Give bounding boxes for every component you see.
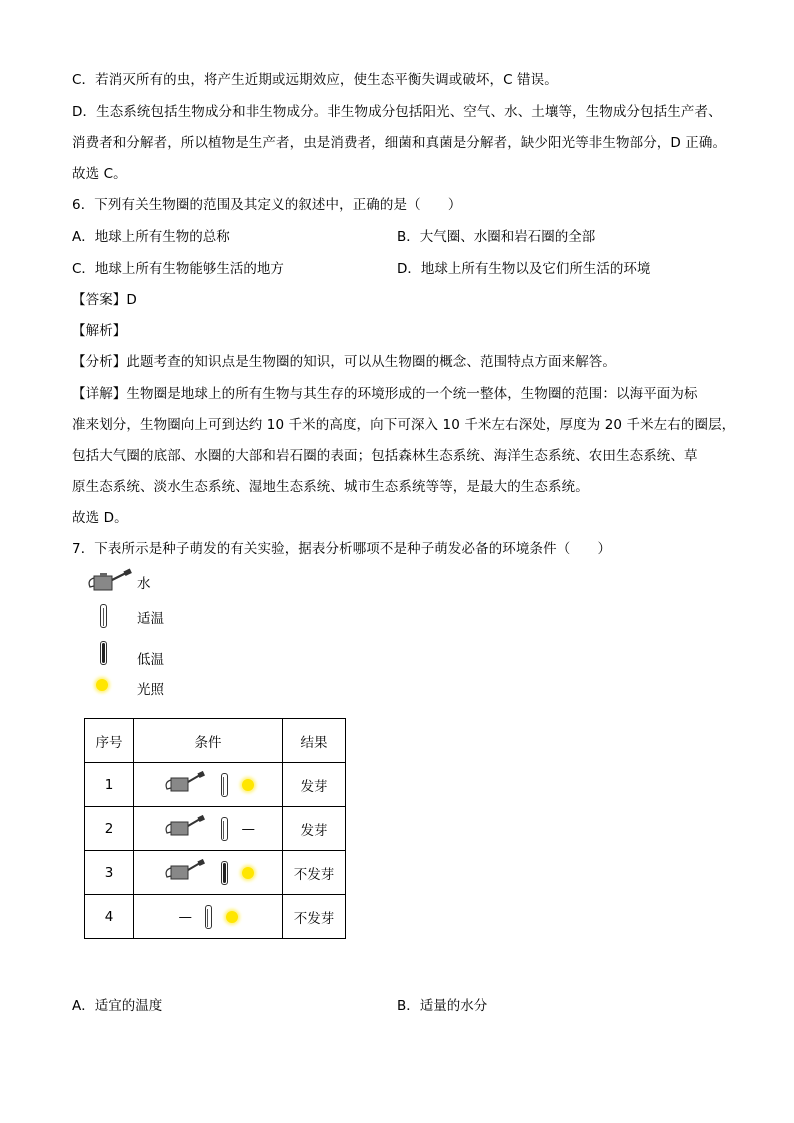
row-result: 发芽 [283, 763, 346, 807]
detail-line1: 【详解】生物圈是地球上的所有生物与其生存的环境形成的一个统一整体，生物圈的范围：以海平面为标 [72, 386, 698, 402]
legend-suitable-temp-label: 适温 [137, 611, 164, 627]
watering-can-icon [163, 771, 207, 799]
legend-water-icon [86, 568, 134, 594]
question-7: 7．下表所示是种子萌发的有关实验，据表分析哪项不是种子萌发必备的环境条件（ ） [72, 541, 612, 557]
q6-option-c: C．地球上所有生物能够生活的地方 [72, 261, 284, 277]
analysis-heading: 【解析】 [72, 323, 127, 339]
light-icon [242, 779, 254, 791]
choose-d: 故选 D。 [72, 510, 128, 526]
legend-light-icon [96, 672, 108, 698]
row-condition [134, 807, 283, 851]
q7-option-b: B．适量的水分 [397, 998, 488, 1014]
q7-option-a: A．适宜的温度 [72, 998, 163, 1014]
experiment-table [84, 718, 346, 939]
light-icon [242, 867, 254, 879]
detail-line3: 包括大气圈的底部、水圈的大部和岩石圈的表面；包括森林生态系统、海洋生态系统、农田生态系统、草 [72, 448, 698, 464]
light-icon [226, 911, 238, 923]
q6-option-d: D．地球上所有生物以及它们所生活的环境 [397, 261, 651, 277]
legend-suitable-temp-icon [100, 603, 107, 629]
row-number: 4 [85, 895, 134, 939]
table-header-row [85, 719, 346, 763]
detail-line2: 准来划分，生物圈向上可到达约 10 千米的高度，向下可深入 10 千米左右深处，厚度为 20 千米左右的圈层， [72, 417, 736, 433]
header-condition: 条件 [134, 719, 283, 763]
legend-low-temp-icon [100, 640, 107, 666]
row-number: 1 [85, 763, 134, 807]
question-6: 6．下列有关生物圈的范围及其定义的叙述中，正确的是（ ） [72, 197, 462, 213]
row-condition [134, 895, 283, 939]
row-result: 不发芽 [283, 895, 346, 939]
legend-light-label: 光照 [137, 682, 164, 698]
row-condition [134, 763, 283, 807]
suitable-temp-icon [221, 817, 228, 841]
q6-option-a: A．地球上所有生物的总称 [72, 229, 230, 245]
watering-can-icon [163, 859, 207, 887]
header-result: 结果 [283, 719, 346, 763]
legend-water-label: 水 [137, 576, 151, 592]
row-result: 发芽 [283, 807, 346, 851]
legend-low-temp-label: 低温 [137, 652, 164, 668]
table-row [85, 807, 346, 851]
answer: 【答案】D [72, 292, 137, 308]
detail-line4: 原生态系统、淡水生态系统、湿地生态系统、城市生态系统等等，是最大的生态系统。 [72, 479, 589, 495]
table-row [85, 763, 346, 807]
row-number: 3 [85, 851, 134, 895]
header-number: 序号 [85, 719, 134, 763]
suitable-temp-icon [205, 905, 212, 929]
table-row [85, 851, 346, 895]
q6-option-b: B．大气圈、水圈和岩石圈的全部 [397, 229, 596, 245]
watering-can-icon [163, 815, 207, 843]
choose-c: 故选 C。 [72, 166, 127, 182]
row-condition [134, 851, 283, 895]
absent-water-mark: — [178, 908, 192, 925]
row-number: 2 [85, 807, 134, 851]
row-result: 不发芽 [283, 851, 346, 895]
option-c-explanation: C．若消灭所有的虫，将产生近期或远期效应，使生态平衡失调或破坏，C 错误。 [72, 72, 558, 88]
table-row [85, 895, 346, 939]
suitable-temp-icon [221, 773, 228, 797]
low-temp-icon [221, 861, 228, 885]
analysis-text: 【分析】此题考查的知识点是生物圈的知识，可以从生物圈的概念、范围特点方面来解答。 [72, 354, 616, 370]
option-d-explanation-line2: 消费者和分解者，所以植物是生产者，虫是消费者，细菌和真菌是分解者，缺少阳光等非生物部分，D 正确。 [72, 135, 727, 151]
absent-light-mark: — [241, 820, 255, 837]
option-d-explanation-line1: D．生态系统包括生物成分和非生物成分。非生物成分包括阳光、空气、水、土壤等，生物成分包括生产者、 [72, 104, 722, 120]
